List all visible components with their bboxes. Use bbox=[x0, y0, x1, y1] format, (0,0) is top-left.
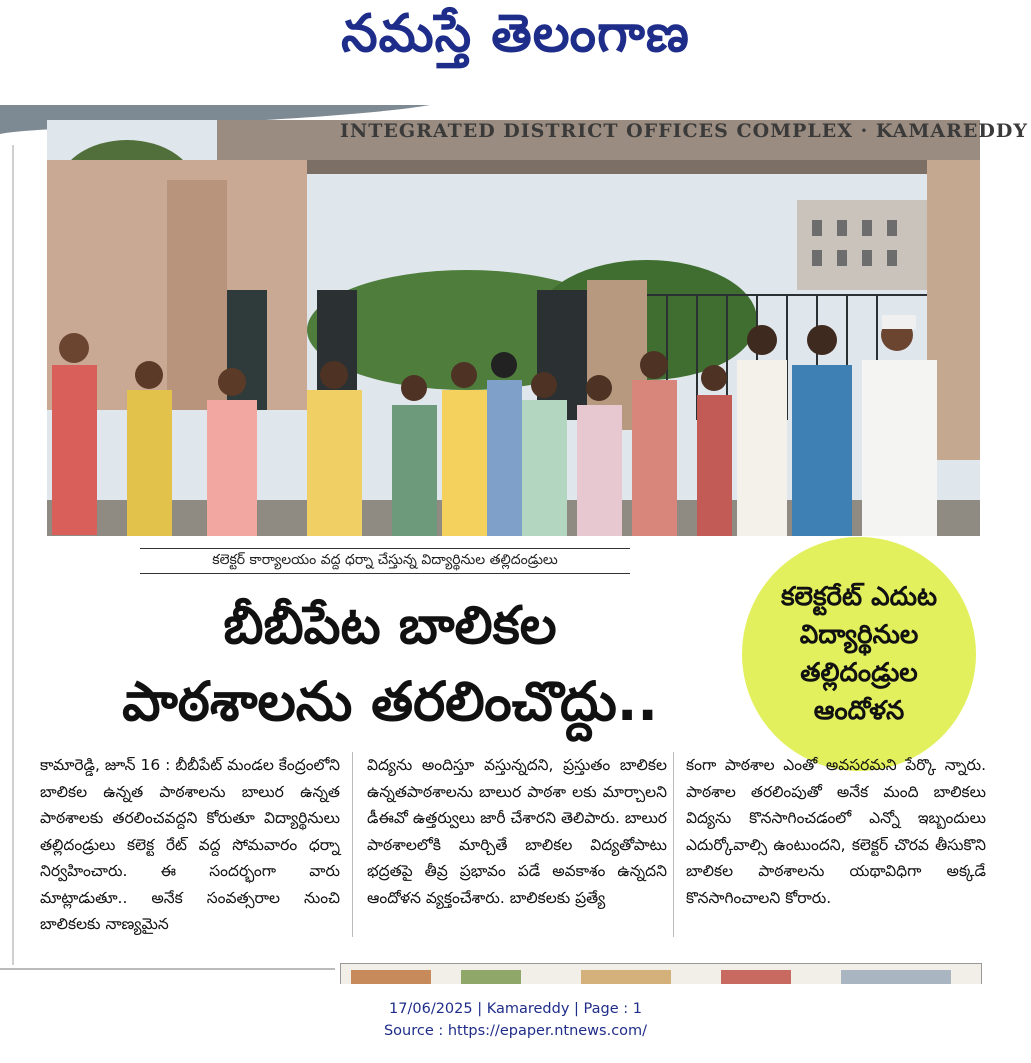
page-footer bbox=[0, 998, 1031, 1042]
masthead-title: నమస్తే తెలంగాణ bbox=[341, 3, 690, 64]
article-column-1: కామారెడ్డి, జూన్ 16 : బీబీపేట్ మండల కేంద్రంలోని బాలికల ఉన్నత పాఠశాలను బాలుర ఉన్నత పాఠశాలకు తరలించవద్దని కోరుతూ విద్యార్థినులు తల్లిదండ్రులు కలెక్ట రేట్ వద్ద సోమవారం ధర్నా నిర్వహించారు. ఈ సందర్భంగా వారు మాట్లాడుతూ.. అనేక సంవత్సరాల నుంచి బాలికలకు నాణ్యమైన bbox=[40, 756, 340, 933]
news-photo bbox=[47, 120, 980, 536]
badge-line: తల్లిదండ్రుల bbox=[800, 658, 918, 688]
masthead bbox=[0, 0, 1031, 80]
badge-line: విద్యార్థినుల bbox=[799, 620, 919, 650]
highlight-badge bbox=[742, 537, 976, 771]
badge-line: కలెక్టరేట్ ఎదుట bbox=[780, 582, 938, 612]
article-column-3: కంగా పాఠశాల ఎంతో అవసరమని పేర్కొ న్నారు. పాఠశాల తరలింపుతో అనేక మంది బాలికలు విద్యను కొనసాగించడంలో ఎన్నో ఇబ్బందులు ఎదుర్కోవాల్సి ఉంటుందని, కలెక్టర్ చొరవ తీసుకొని బాలికల పాఠశాలను యథావిధిగా అక్కడే కొనసాగించాలని కోరారు. bbox=[686, 756, 986, 907]
bottom-rule bbox=[0, 968, 335, 970]
badge-line: ఆందోళన bbox=[813, 696, 905, 726]
column-rule bbox=[673, 752, 674, 937]
left-column-rule bbox=[12, 145, 14, 965]
article-column-2: విద్యను అందిస్తూ వస్తున్నదని, ప్రస్తుతం బాలికల ఉన్నతపాఠశాలను బాలుర పాఠశా లకు మార్చాలని డీఈవో ఉత్తర్వులు జారీ చేశారని తెలిపారు. బాలుర పాఠశాలలోకి మార్చితే బాలికల విద్యతోపాటు భద్రతపై తీవ్ర ప్రభావం పడే అవకాశం ఉన్నదని ఆందోళన వ్యక్తంచేశారు. బాలికలకు ప్రత్యే bbox=[367, 756, 667, 907]
photo-caption: కలెక్టర్ కార్యాలయం వద్ద ధర్నా చేస్తున్న విద్యార్థినుల తల్లిదండ్రులు bbox=[140, 548, 630, 574]
column-rule bbox=[352, 752, 353, 937]
headline-line-1: బీబీపేట బాలికల bbox=[223, 596, 557, 656]
headline bbox=[40, 590, 740, 742]
headline-line-2: పాఠశాలను తరలించొద్దు.. bbox=[122, 670, 658, 733]
footer-source-line[interactable]: Source : https://epaper.ntnews.com/ bbox=[383, 1023, 648, 1039]
next-article-teaser bbox=[340, 963, 982, 984]
footer-date-line: 17/06/2025 | Kamareddy | Page : 1 bbox=[389, 1001, 642, 1017]
gate-sign: INTEGRATED DISTRICT OFFICES COMPLEX · KAMAREDDY bbox=[340, 120, 1028, 142]
